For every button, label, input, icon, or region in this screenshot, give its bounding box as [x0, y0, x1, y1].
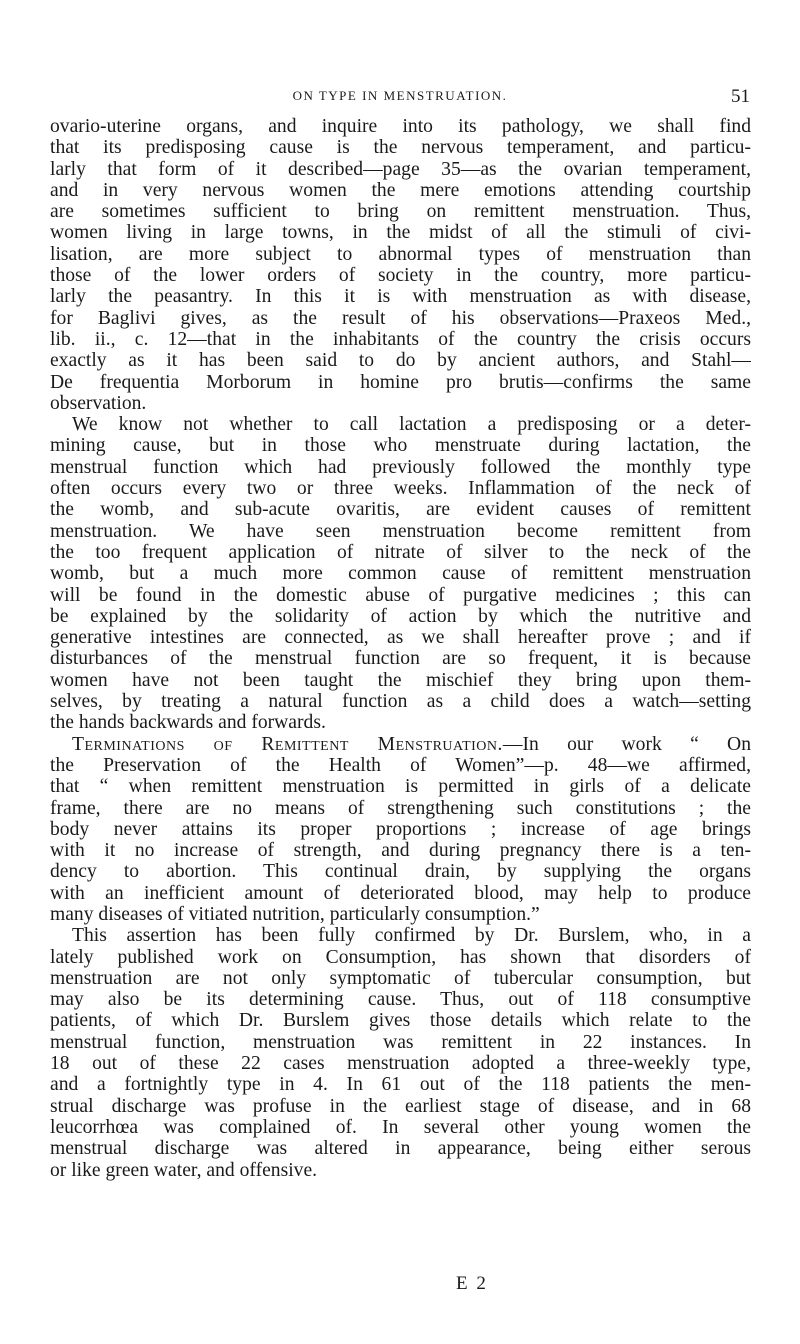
body-text: [50, 116, 751, 1181]
text-line: body never attains its proper proportions ; increase of age brings: [50, 818, 751, 840]
signature-mark: E 2: [456, 1273, 488, 1294]
text-line: 18 out of these 22 cases menstruation adopted a three-weekly type,: [50, 1053, 751, 1075]
text-line: De frequentia Morborum in homine pro brutis—confirms the same: [50, 371, 751, 393]
text-line: mining cause, but in those who menstruate during lactation, the: [50, 435, 751, 457]
text-line: the hands backwards and forwards.: [50, 712, 326, 734]
section-heading: Terminations of Remittent Menstruation.: [72, 733, 503, 755]
text-line: may also be its determining cause. Thus, out of 118 consumptive: [50, 989, 751, 1011]
text-line: ovario-uterine organs, and inquire into its pathology, we shall find: [50, 116, 751, 137]
text-line: are sometimes sufficient to bring on remittent menstruation. Thus,: [50, 201, 751, 223]
text-line: that “ when remittent menstruation is permitted in girls of a delicate: [50, 776, 751, 798]
text-line: lib. ii., c. 12—that in the inhabitants of the country the crisis occurs: [50, 328, 751, 350]
page-number: 51: [731, 86, 750, 107]
text-line: frame, there are no means of strengthening such constitutions ; the: [50, 797, 751, 819]
text-line: and in very nervous women the mere emotions attending courtship: [50, 179, 751, 201]
text-line: lisation, are more subject to abnormal types of menstruation than: [50, 243, 751, 265]
text-line: menstruation are not only symptomatic of tubercular consumption, but: [50, 967, 751, 989]
text-line: those of the lower orders of society in the country, more particu-: [50, 265, 751, 287]
text-line: This assertion has been fully confirmed by Dr. Burslem, who, in a: [72, 925, 751, 947]
text-line: observation.: [50, 392, 147, 414]
text-line: generative intestines are connected, as we shall hereafter prove ; and if: [50, 627, 751, 649]
text-line: disturbances of the menstrual function are so frequent, it is because: [50, 648, 751, 670]
text-line: strual discharge was profuse in the earliest stage of disease, and in 68: [50, 1095, 751, 1117]
text-line: womb, but a much more common cause of remittent menstruation: [50, 563, 751, 585]
text-line: dency to abortion. This continual drain, by supplying the organs: [50, 861, 751, 883]
text-line: exactly as it has been said to do by ancient authors, and Stahl—: [50, 350, 751, 372]
text-line: women living in large towns, in the midst of all the stimuli of civi-: [50, 222, 751, 244]
text-line: the Preservation of the Health of Women”—p. 48—we affirmed,: [50, 754, 751, 776]
text-line: be explained by the solidarity of action by which the nutritive and: [50, 605, 751, 627]
text-line: that its predisposing cause is the nervous temperament, and particu-: [50, 137, 751, 159]
text-line: menstrual function which had previously followed the monthly type: [50, 456, 751, 478]
text-line: menstrual discharge was altered in appearance, being either serous: [50, 1138, 751, 1160]
text-line: larly the peasantry. In this it is with menstruation as with disease,: [50, 286, 751, 308]
text-line: leucorrhœa was complained of. In several other young women the: [50, 1116, 751, 1138]
text-line: or like green water, and offensive.: [50, 1159, 318, 1181]
text-line: patients, of which Dr. Burslem gives those details which relate to the: [50, 1010, 751, 1032]
text-line: many diseases of vitiated nutrition, particularly consumption.”: [50, 903, 540, 925]
running-head: ON TYPE IN MENSTRUATION.: [292, 88, 508, 103]
text-line: for Baglivi gives, as the result of his observations—Praxeos Med.,: [50, 307, 751, 329]
text-line: We know not whether to call lactation a predisposing or a deter-: [72, 414, 751, 436]
text-line: the too frequent application of nitrate of silver to the neck of the: [50, 541, 751, 563]
text-line: with it no increase of strength, and during pregnancy there is a ten-: [50, 840, 751, 862]
text-line: with an inefficient amount of deteriorated blood, may help to produce: [50, 882, 751, 904]
text-line: women have not been taught the mischief they bring upon them-: [50, 669, 751, 691]
text-line: lately published work on Consumption, has shown that disorders of: [50, 946, 751, 968]
text-line: often occurs every two or three weeks. Inflammation of the neck of: [50, 478, 751, 500]
text-line: the womb, and sub-acute ovaritis, are evident causes of remittent: [50, 499, 751, 521]
text-line: will be found in the domestic abuse of purgative medicines ; this can: [50, 584, 751, 606]
text-line: and a fortnightly type in 4. In 61 out of the 118 patients the men-: [50, 1074, 751, 1096]
text-line: menstrual function, menstruation was remittent in 22 instances. In: [50, 1031, 751, 1053]
text-line: selves, by treating a natural function as a child does a watch—setting: [50, 691, 751, 713]
page-header: [50, 88, 750, 112]
text-line: menstruation. We have seen menstruation become remittent from: [50, 520, 751, 542]
text-line: [50, 734, 751, 755]
text-line: larly that form of it described—page 35—as the ovarian temperament,: [50, 158, 751, 180]
heading-continuation: —In our work “ On: [502, 733, 751, 755]
